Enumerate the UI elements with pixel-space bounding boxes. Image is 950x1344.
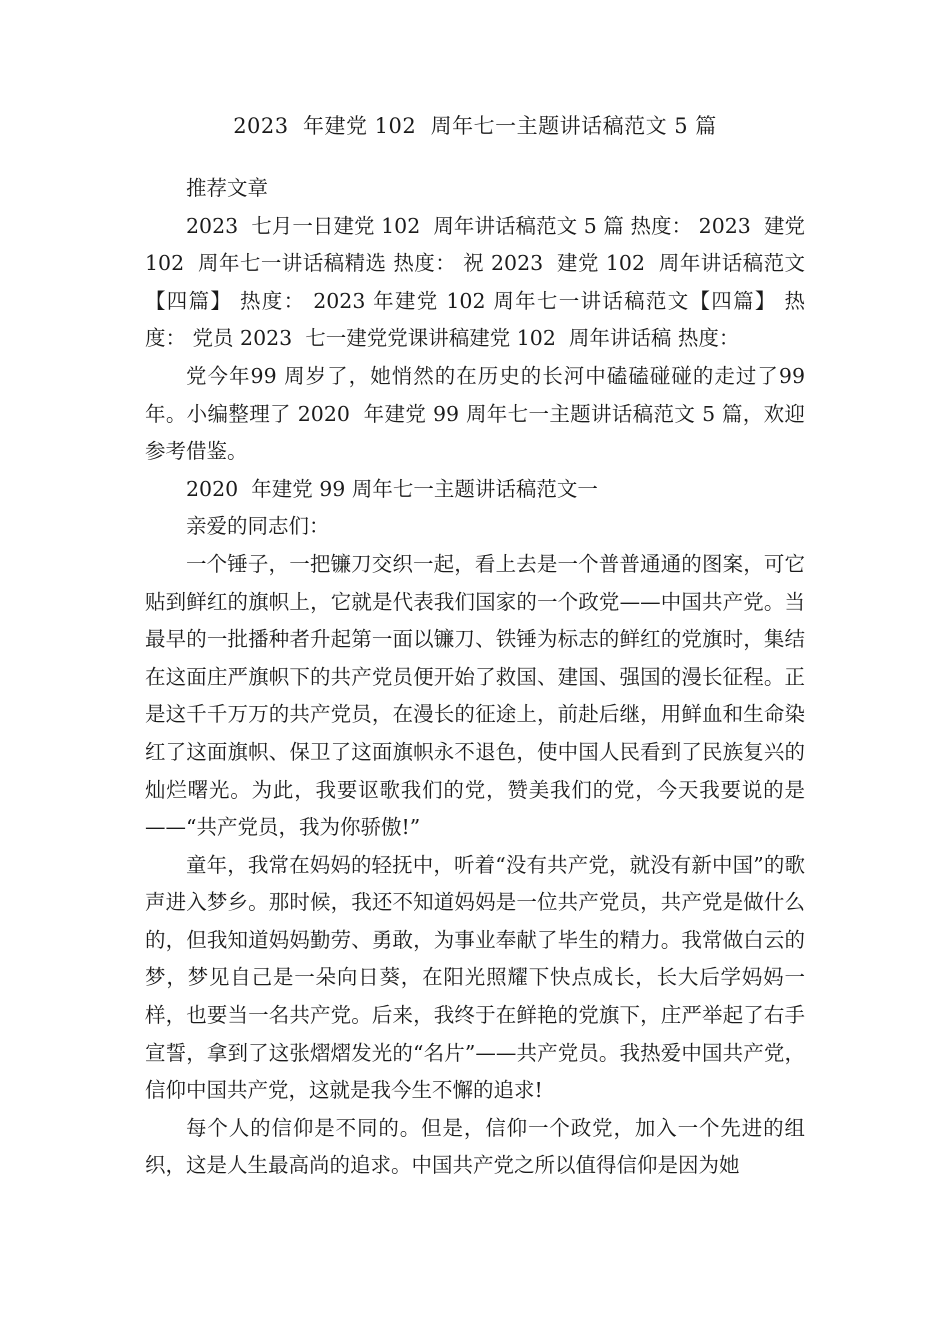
paragraph-body-2: 童年，我常在妈妈的轻抚中，听着“没有共产党，就没有新中国”的歌声进入梦乡。那时候，我还不知道妈妈是一位共产党员，共产党是做什么的，但我知道妈妈勤劳、勇敢，为事业奉献了毕生的精力。我常做白云的梦，梦见自己是一朵向日葵，在阳光照耀下快点成长，长大后学妈妈一样，也要当一名共产党。后来，我终于在鲜艳的党旗下，庄严举起了右手宣誓，拿到了这张熠熠发光的“名片”——共产党员。我热爱中国共产党，信仰中国共产党，这就是我今生不懈的追求! — [145, 852, 805, 1103]
paragraph-section-heading: 2020 年建党 99 周年七一主题讲话稿范文一 — [186, 476, 598, 501]
paragraph-recommended-list: 2023 七月一日建党 102 周年讲话稿范文 5 篇 热度： 2023 建党 102 周年七一讲话稿精选 热度： 祝 2023 建党 102 周年讲话稿范文【四篇】 热度： 2023 年建党 102 周年七一讲话稿范文【四篇】 热度： 党员 2023 七一建党党课讲稿建党 102 周年讲话稿 热度： — [145, 213, 812, 351]
paragraph-recommended-heading: 推荐文章 — [186, 176, 268, 200]
document-title: 2023 年建党 102 周年七一主题讲话稿范文 5 篇 — [233, 114, 717, 138]
paragraph-salutation: 亲爱的同志们： — [186, 514, 330, 539]
paragraph-body-1: 一个锤子，一把镰刀交织一起，看上去是一个普普通通的图案，可它贴到鲜红的旗帜上，它就是代表我们国家的一个政党——中国共产党。当最早的一批播种者升起第一面以镰刀、铁锤为标志的鲜红的党旗时，集结在这面庄严旗帜下的共产党员便开始了救国、建国、强国的漫长征程。正是这千千万万的共产党员，在漫长的征途上，前赴后继，用鲜血和生命染红了这面旗帜、保卫了这面旗帜永不退色，使中国人民看到了民族复兴的灿烂曙光。为此，我要讴歌我们的党，赞美我们的党，今天我要说的是——“共产党员，我为你骄傲!” — [145, 551, 805, 840]
document-body — [145, 170, 812, 1185]
paragraph-body-3: 每个人的信仰是不同的。但是，信仰一个政党，加入一个先进的组织，这是人生最高尚的追求。中国共产党之所以值得信仰是因为她 — [145, 1115, 805, 1178]
paragraph-intro: 党今年99 周岁了，她悄然的在历史的长河中磕磕碰碰的走过了99 年。小编整理了 2020 年建党 99 周年七一主题讲话稿范文 5 篇，欢迎参考借鉴。 — [145, 363, 812, 464]
